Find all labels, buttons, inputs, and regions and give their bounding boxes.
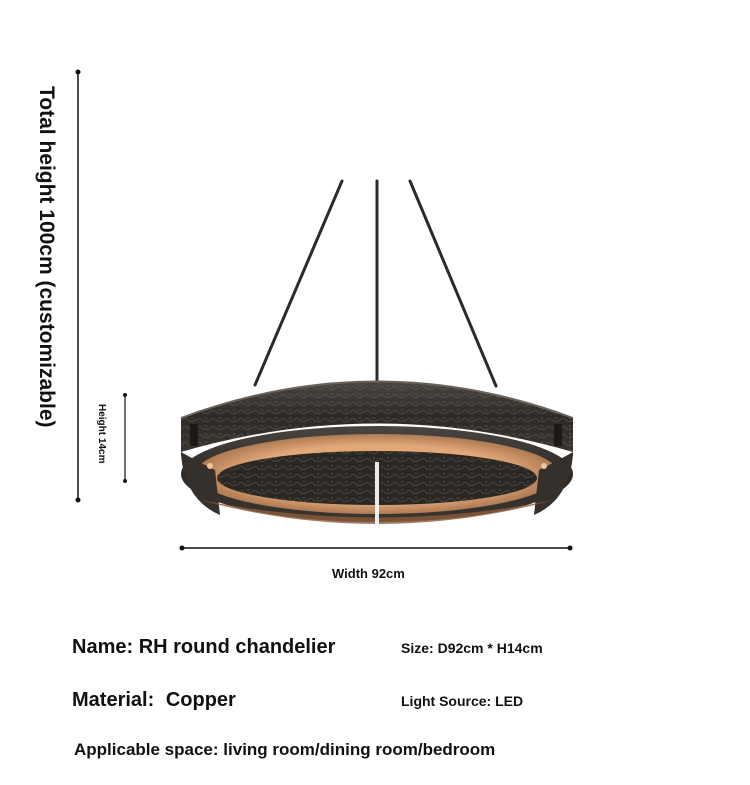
spec-space-key: Applicable space: — [74, 740, 219, 759]
band-height-label: Height 14cm — [96, 404, 107, 464]
spec-size — [401, 640, 543, 656]
spec-material-key: Material: — [72, 689, 155, 711]
suspension-cables — [255, 181, 496, 386]
total-height-label: Total height 100cm (customizable) — [35, 86, 58, 428]
spec-material — [72, 689, 236, 712]
spec-name — [72, 636, 335, 659]
spec-name-key: Name: — [72, 636, 134, 658]
spec-light-key: Light Source: — [401, 693, 492, 709]
chandelier-ring — [181, 382, 573, 525]
total-height-dimension — [76, 70, 81, 503]
spec-light-value: LED — [495, 693, 524, 709]
width-label: Width 92cm — [332, 566, 405, 581]
spec-light-source — [401, 693, 523, 709]
band-height-dimension — [123, 393, 127, 483]
spec-size-value: D92cm * H14cm — [437, 640, 543, 656]
spec-material-value: Copper — [165, 689, 236, 711]
spec-name-value: RH round chandelier — [138, 636, 336, 658]
spec-size-key: Size: — [401, 640, 434, 656]
spec-space-value: living room/dining room/bedroom — [223, 740, 496, 759]
spec-applicable-space — [74, 740, 495, 760]
width-dimension — [180, 546, 573, 551]
